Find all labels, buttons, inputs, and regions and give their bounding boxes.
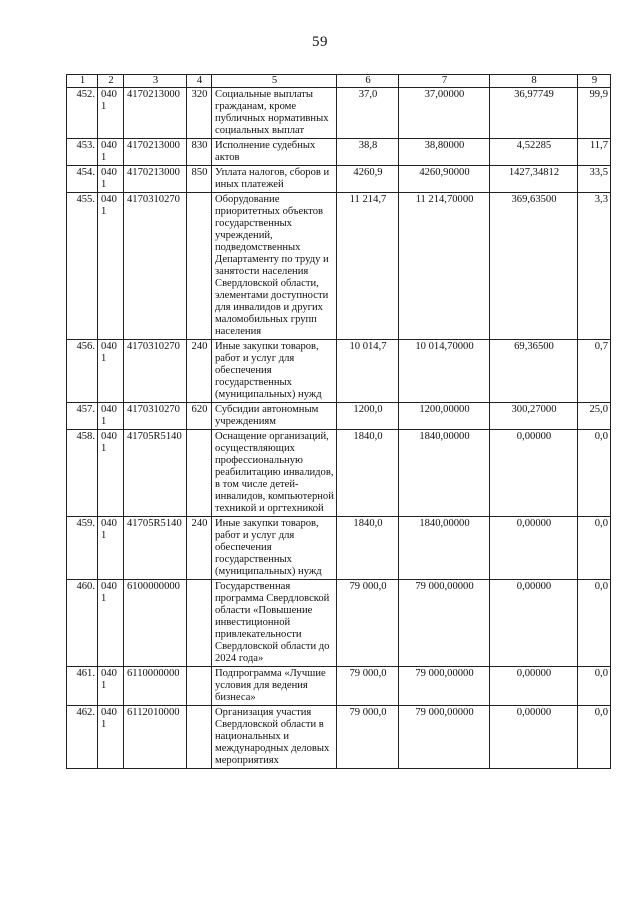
execution-percent: 25,0 (578, 403, 611, 430)
item-name: Уплата налогов, сборов и иных платежей (212, 166, 337, 193)
planned-amount: 79 000,0 (337, 667, 399, 706)
row-number: 457. (67, 403, 98, 430)
section-code: 0401 (98, 193, 124, 340)
executed-amount: 36,97749 (490, 88, 578, 139)
approved-amount: 4260,90000 (399, 166, 490, 193)
execution-percent: 3,3 (578, 193, 611, 340)
target-code: 6100000000 (124, 580, 187, 667)
target-code: 6112010000 (124, 706, 187, 769)
executed-amount: 300,27000 (490, 403, 578, 430)
row-number: 453. (67, 139, 98, 166)
approved-amount: 38,80000 (399, 139, 490, 166)
executed-amount: 0,00000 (490, 706, 578, 769)
row-number: 454. (67, 166, 98, 193)
executed-amount: 69,36500 (490, 340, 578, 403)
expense-type (187, 706, 212, 769)
row-number: 455. (67, 193, 98, 340)
executed-amount: 4,52285 (490, 139, 578, 166)
column-header-9: 9 (578, 75, 611, 88)
expense-type (187, 667, 212, 706)
executed-amount: 1427,34812 (490, 166, 578, 193)
column-header-2: 2 (98, 75, 124, 88)
expense-type (187, 193, 212, 340)
table-row (67, 430, 611, 517)
target-code: 4170310270 (124, 403, 187, 430)
column-header-3: 3 (124, 75, 187, 88)
section-code: 0401 (98, 580, 124, 667)
table-row (67, 139, 611, 166)
column-header-7: 7 (399, 75, 490, 88)
item-name: Государственная программа Свердловской области «Повышение инвестиционной привлекательности Свердловской области до 2024 года» (212, 580, 337, 667)
section-code: 0401 (98, 430, 124, 517)
header-row (67, 75, 611, 88)
expense-type (187, 430, 212, 517)
column-header-4: 4 (187, 75, 212, 88)
target-code: 41705R5140 (124, 430, 187, 517)
approved-amount: 79 000,00000 (399, 667, 490, 706)
budget-table (66, 74, 611, 769)
section-code: 0401 (98, 667, 124, 706)
expense-type: 830 (187, 139, 212, 166)
executed-amount: 0,00000 (490, 430, 578, 517)
table-row (67, 403, 611, 430)
target-code: 4170310270 (124, 193, 187, 340)
section-code: 0401 (98, 88, 124, 139)
planned-amount: 38,8 (337, 139, 399, 166)
item-name: Субсидии автономным учреждениям (212, 403, 337, 430)
execution-percent: 99,9 (578, 88, 611, 139)
table-row (67, 706, 611, 769)
table-row (67, 166, 611, 193)
row-number: 456. (67, 340, 98, 403)
approved-amount: 79 000,00000 (399, 706, 490, 769)
page-number: 59 (312, 34, 328, 50)
table-row (67, 88, 611, 139)
approved-amount: 10 014,70000 (399, 340, 490, 403)
row-number: 462. (67, 706, 98, 769)
executed-amount: 0,00000 (490, 517, 578, 580)
item-name: Организация участия Свердловской области в национальных и международных деловых мероприятиях (212, 706, 337, 769)
item-name: Оборудование приоритетных объектов государственных учреждений, подведомственных Департаменту по труду и занятости населения Свердловской области, элементами доступности для инвалидов и других маломобильных групп населения (212, 193, 337, 340)
execution-percent: 0,0 (578, 580, 611, 667)
approved-amount: 11 214,70000 (399, 193, 490, 340)
column-header-8: 8 (490, 75, 578, 88)
approved-amount: 79 000,00000 (399, 580, 490, 667)
execution-percent: 11,7 (578, 139, 611, 166)
approved-amount: 1840,00000 (399, 430, 490, 517)
execution-percent: 0,7 (578, 340, 611, 403)
item-name: Иные закупки товаров, работ и услуг для обеспечения государственных (муниципальных) нужд (212, 340, 337, 403)
planned-amount: 11 214,7 (337, 193, 399, 340)
row-number: 452. (67, 88, 98, 139)
expense-type (187, 580, 212, 667)
section-code: 0401 (98, 403, 124, 430)
item-name: Иные закупки товаров, работ и услуг для обеспечения государственных (муниципальных) нужд (212, 517, 337, 580)
table-row (67, 340, 611, 403)
target-code: 6110000000 (124, 667, 187, 706)
section-code: 0401 (98, 139, 124, 166)
planned-amount: 1840,0 (337, 430, 399, 517)
row-number: 458. (67, 430, 98, 517)
section-code: 0401 (98, 706, 124, 769)
row-number: 459. (67, 517, 98, 580)
planned-amount: 1200,0 (337, 403, 399, 430)
section-code: 0401 (98, 517, 124, 580)
approved-amount: 37,00000 (399, 88, 490, 139)
section-code: 0401 (98, 340, 124, 403)
expense-type: 850 (187, 166, 212, 193)
table-row (67, 517, 611, 580)
execution-percent: 33,5 (578, 166, 611, 193)
item-name: Социальные выплаты гражданам, кроме публичных нормативных социальных выплат (212, 88, 337, 139)
planned-amount: 79 000,0 (337, 706, 399, 769)
row-number: 460. (67, 580, 98, 667)
table-row (67, 193, 611, 340)
approved-amount: 1840,00000 (399, 517, 490, 580)
target-code: 41705R5140 (124, 517, 187, 580)
column-header-5: 5 (212, 75, 337, 88)
target-code: 4170213000 (124, 139, 187, 166)
target-code: 4170213000 (124, 166, 187, 193)
planned-amount: 10 014,7 (337, 340, 399, 403)
section-code: 0401 (98, 166, 124, 193)
execution-percent: 0,0 (578, 667, 611, 706)
execution-percent: 0,0 (578, 430, 611, 517)
approved-amount: 1200,00000 (399, 403, 490, 430)
expense-type: 240 (187, 340, 212, 403)
table-body (67, 88, 611, 769)
column-header-6: 6 (337, 75, 399, 88)
item-name: Оснащение организаций, осуществляющих профессиональную реабилитацию инвалидов, в том числе детей-инвалидов, компьютерной техникой и оргтехникой (212, 430, 337, 517)
planned-amount: 79 000,0 (337, 580, 399, 667)
executed-amount: 0,00000 (490, 580, 578, 667)
expense-type: 620 (187, 403, 212, 430)
execution-percent: 0,0 (578, 517, 611, 580)
target-code: 4170310270 (124, 340, 187, 403)
item-name: Исполнение судебных актов (212, 139, 337, 166)
expense-type: 320 (187, 88, 212, 139)
executed-amount: 369,63500 (490, 193, 578, 340)
planned-amount: 4260,9 (337, 166, 399, 193)
target-code: 4170213000 (124, 88, 187, 139)
expense-type: 240 (187, 517, 212, 580)
execution-percent: 0,0 (578, 706, 611, 769)
executed-amount: 0,00000 (490, 667, 578, 706)
column-header-1: 1 (67, 75, 98, 88)
table-row (67, 667, 611, 706)
table-row (67, 580, 611, 667)
item-name: Подпрограмма «Лучшие условия для ведения бизнеса» (212, 667, 337, 706)
planned-amount: 37,0 (337, 88, 399, 139)
planned-amount: 1840,0 (337, 517, 399, 580)
row-number: 461. (67, 667, 98, 706)
